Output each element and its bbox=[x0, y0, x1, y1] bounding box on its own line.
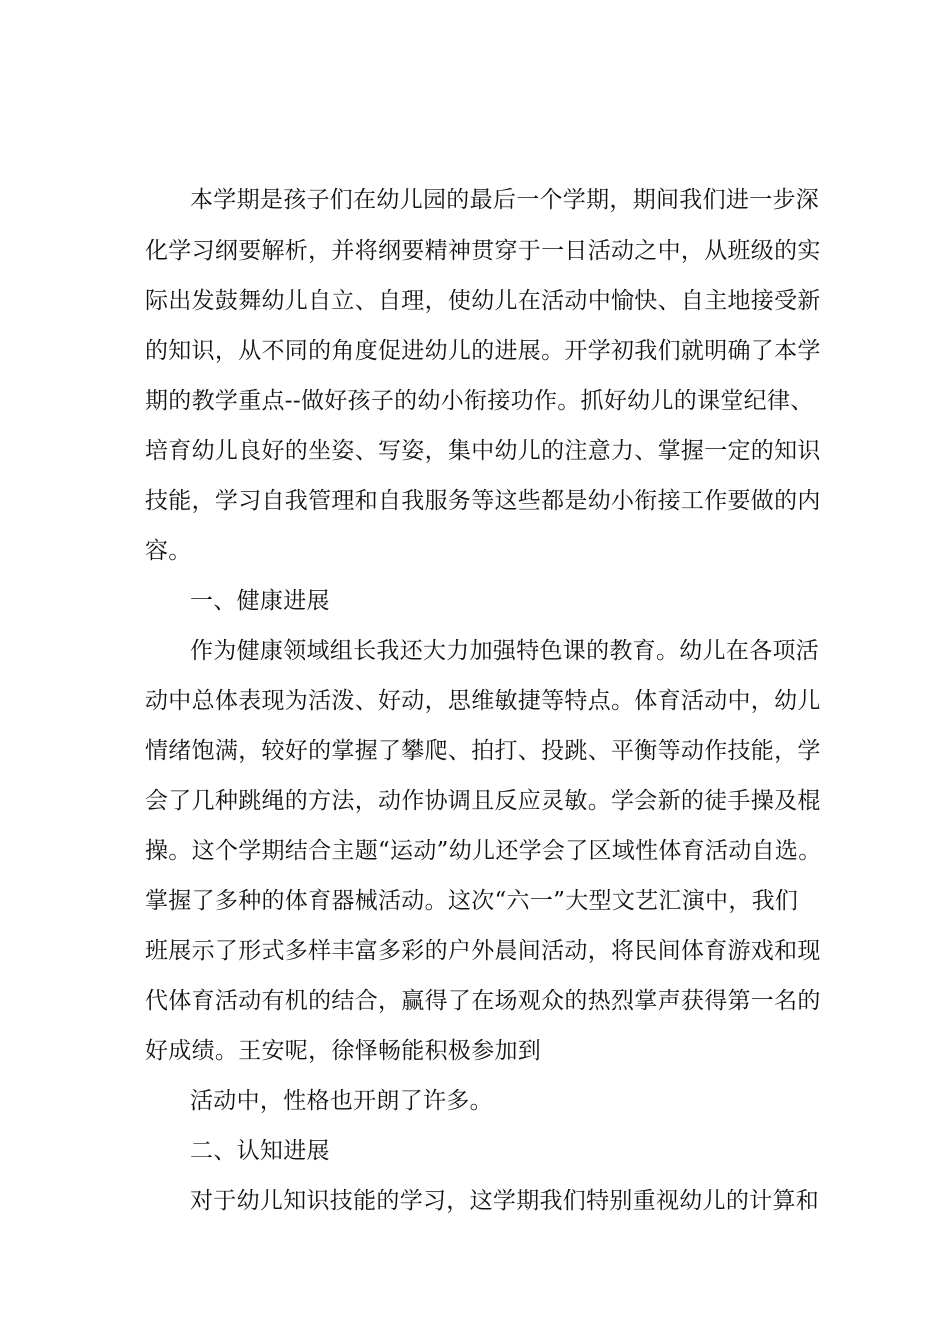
paragraph-line: 的知识，从不同的角度促进幼儿的进展。开学初我们就明确了本学 bbox=[145, 338, 821, 364]
paragraph-line: 培育幼儿良好的坐姿、写姿，集中幼儿的注意力、掌握一定的知识 bbox=[145, 438, 821, 464]
paragraph-line: 好成绩。王安呢，徐怿畅能积极参加到 bbox=[145, 1038, 542, 1064]
paragraph-line: 际出发鼓舞幼儿自立、自理，使幼儿在活动中愉快、自主地接受新 bbox=[145, 288, 821, 314]
paragraph-line: 作为健康领域组长我还大力加强特色课的教育。幼儿在各项活 bbox=[190, 638, 820, 664]
paragraph-line: 期的教学重点--做好孩子的幼小衔接功作。抓好幼儿的课堂纪律、 bbox=[145, 388, 814, 414]
paragraph-line: 代体育活动有机的结合，赢得了在场观众的热烈掌声获得第一名的 bbox=[145, 988, 821, 1014]
paragraph-line: 对于幼儿知识技能的学习，这学期我们特别重视幼儿的计算和 bbox=[190, 1188, 820, 1214]
paragraph-line: 会了几种跳绳的方法，动作协调且反应灵敏。学会新的徒手操及棍 bbox=[145, 788, 821, 814]
paragraph-line: 活动中，性格也开朗了许多。 bbox=[190, 1088, 493, 1114]
section-heading-health: 一、健康进展 bbox=[190, 588, 330, 614]
paragraph-line: 班展示了形式多样丰富多彩的户外晨间活动，将民间体育游戏和现 bbox=[145, 938, 821, 964]
paragraph-line: 化学习纲要解析，并将纲要精神贯穿于一日活动之中，从班级的实 bbox=[145, 238, 821, 264]
paragraph-line: 操。这个学期结合主题“运动”幼儿还学会了区域性体育活动自选。 bbox=[145, 838, 822, 864]
paragraph-line: 掌握了多种的体育器械活动。这次“六一”大型文艺汇演中，我们 bbox=[145, 888, 799, 914]
paragraph-line: 技能，学习自我管理和自我服务等这些都是幼小衔接工作要做的内 bbox=[145, 488, 821, 514]
paragraph-line: 情绪饱满，较好的掌握了攀爬、拍打、投跳、平衡等动作技能，学 bbox=[145, 738, 821, 764]
paragraph-line: 本学期是孩子们在幼儿园的最后一个学期，期间我们进一步深 bbox=[190, 187, 820, 213]
section-heading-cognition: 二、认知进展 bbox=[190, 1138, 330, 1164]
paragraph-line: 容。 bbox=[145, 538, 192, 564]
paragraph-line: 动中总体表现为活泼、好动，思维敏捷等特点。体育活动中，幼儿 bbox=[145, 688, 821, 714]
